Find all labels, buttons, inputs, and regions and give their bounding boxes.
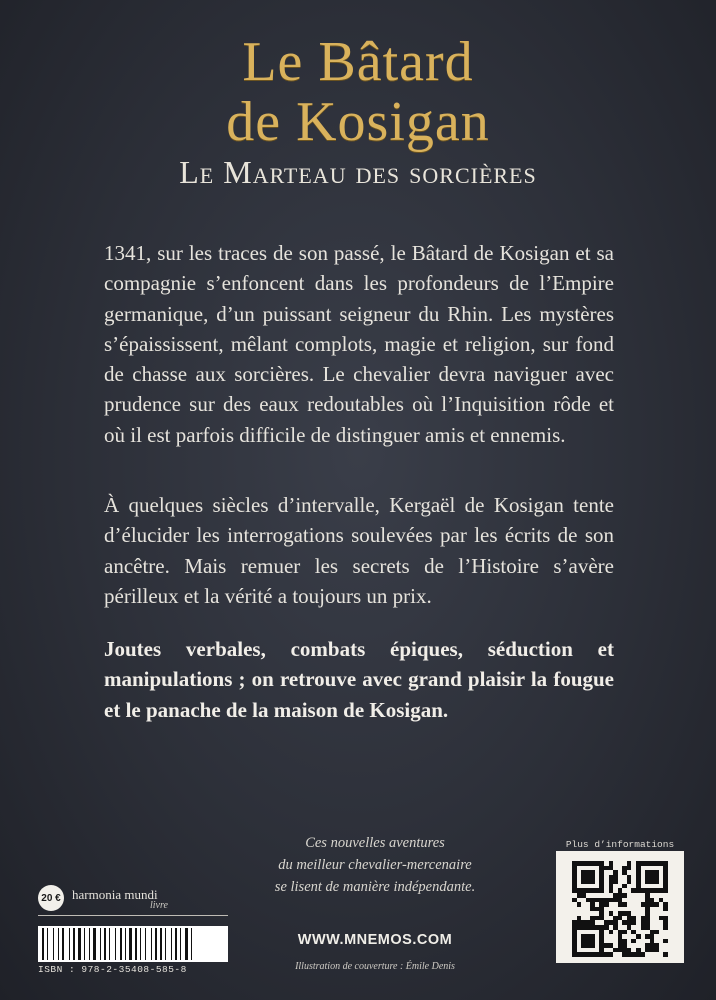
synopsis-paragraph-1: 1341, sur les traces de son passé, le Bâtard de Kosigan et sa compagnie s’enfoncent dans les profondeurs de l’Empire germanique, d’un puissant seigneur du Rhin. Les mystères s’épaississent, mêlant complots, magie et religion, sur fond de chasse aux sorcières. Le chevalier devra naviguer avec prudence sur des eaux redoutables où l’Inquisition rôde et où il est parfois difficile de distinguer amis et ennemis.: [104, 241, 614, 447]
price-badge: 20 €: [38, 885, 64, 911]
series-tagline: [250, 832, 500, 898]
qr-code-icon[interactable]: [572, 861, 668, 957]
synopsis-paragraph-3: Joutes verbales, combats épiques, séduction et manipulations ; on retrouve avec grand plaisir la fougue et le panache de la maison de Kosigan.: [104, 637, 614, 722]
publisher-website[interactable]: WWW.MNEMOS.COM: [297, 932, 453, 948]
tagline-line-2: du meilleur chevalier-mercenaire: [278, 857, 472, 873]
tagline-line-3: se lisent de manière indépendante.: [274, 879, 476, 895]
divider: [38, 915, 228, 916]
isbn-number: ISBN : 978-2-35408-585-8: [38, 964, 187, 975]
distributor-name: harmonia mundi: [72, 887, 158, 902]
qr-code-panel[interactable]: [556, 851, 684, 963]
book-subtitle: Le Marteau des sorcières: [179, 154, 537, 190]
book-title-line-1: Le Bâtard: [242, 31, 474, 93]
illustration-credit: Illustration de couverture : Émile Denis: [295, 961, 455, 972]
more-info-label: Plus d’informations: [565, 839, 675, 850]
book-title-line-2: de Kosigan: [226, 91, 490, 153]
distributor-subtitle: livre: [150, 900, 168, 911]
barcode-icon: [38, 926, 228, 962]
synopsis-paragraph-2: À quelques siècles d’intervalle, Kergaël de Kosigan tente d’élucider les interrogations soulevées par les écrits de son ancêtre. Mais remuer les secrets de l’Histoire s’avère périlleux et la vérité a toujours un prix.: [104, 493, 614, 608]
tagline-line-1: Ces nouvelles aventures: [305, 835, 445, 851]
